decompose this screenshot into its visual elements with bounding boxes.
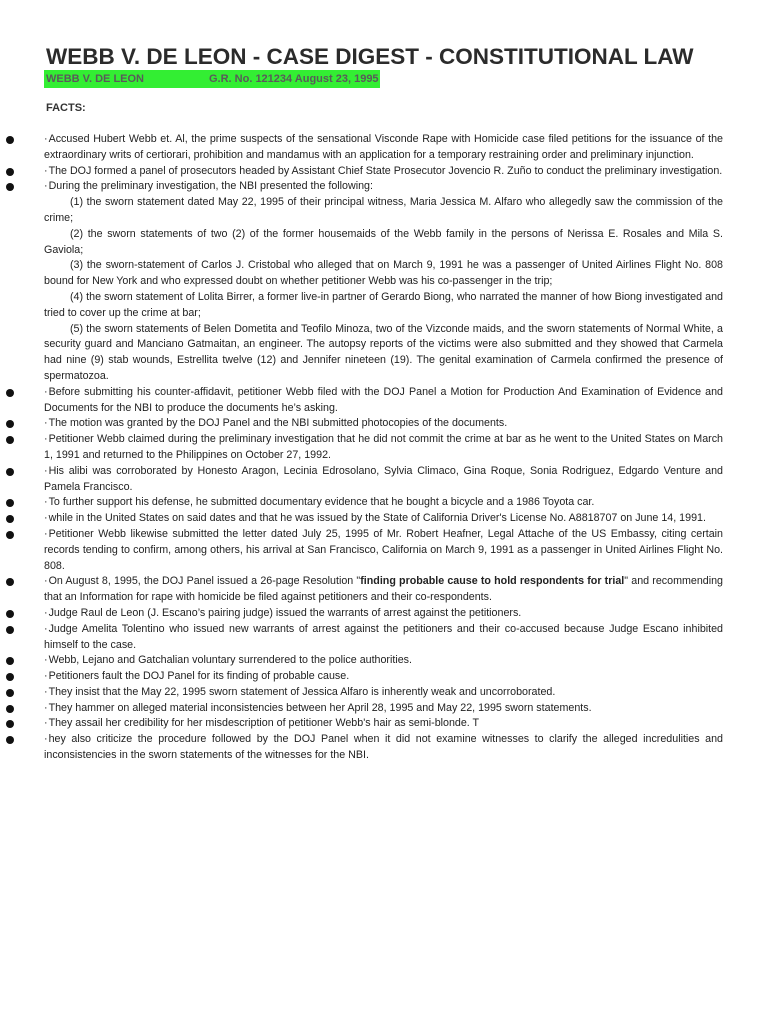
list-item <box>6 464 723 496</box>
list-item-text: · Judge Amelita Tolentino who issued new warrants of arrest against the petitioners and their co-accused because Judge Escano inhibited himself to the case. <box>44 623 723 651</box>
bullet-icon <box>6 673 14 681</box>
list-item-text: · hey also criticize the procedure followed by the DOJ Panel when it did not examine witnesses to clarify the alleged incredulities and inconsistencies in the sworn statements of the witnesses for the NBI. <box>44 733 723 761</box>
list-item-text: · Petitioner Webb likewise submitted the letter dated July 25, 1995 of Mr. Robert Heafner, Legal Attache of the US Embassy, citing certain records tending to confirm, among others, his arrival at San Francisco, California on March 9, 1991 as a passenger in United Airlines Flight No. 808. <box>44 528 723 572</box>
bullet-icon <box>6 657 14 665</box>
bullet-icon <box>6 183 14 191</box>
list-item-text: · The motion was granted by the DOJ Panel and the NBI submitted photocopies of the documents. <box>44 417 507 429</box>
case-name: WEBB V. DE LEON <box>46 73 144 85</box>
bullet-icon <box>6 610 14 618</box>
bullet-icon <box>6 136 14 144</box>
sub-list-item <box>6 227 723 259</box>
list-item <box>6 685 723 701</box>
bullet-icon <box>6 515 14 523</box>
list-item <box>6 732 723 764</box>
list-item-text <box>44 575 723 603</box>
list-item <box>6 653 723 669</box>
bullet-icon <box>6 389 14 397</box>
list-item <box>6 132 723 164</box>
list-item <box>6 701 723 717</box>
list-item <box>6 495 723 511</box>
list-item <box>6 606 723 622</box>
list-item <box>6 385 723 417</box>
bullet-icon <box>6 689 14 697</box>
sub-list-item-text: (5) the sworn statements of Belen Dometita and Teofilo Minoza, two of the Vizconde maids, and the sworn statements of Normal White, a security guard and Manciano Gatmaitan, an engineer. The autopsy reports of the victims were also submitted and they showed that Carmela had nine (9) stab wounds, Estrellita twelve (12) and Jennifer nineteen (19). The genital examination of Carmela confirmed the presence of spermatozoa. <box>44 322 723 382</box>
gr-number: G.R. No. 121234 August 23, 1995 <box>209 73 379 85</box>
facts-heading: FACTS: <box>46 102 86 114</box>
bullet-icon <box>6 168 14 176</box>
sub-list-item-text: (1) the sworn statement dated May 22, 1995 of their principal witness, Maria Jessica M. Alfaro who allegedly saw the commission of the crime; <box>44 196 723 224</box>
list-item-text: · They insist that the May 22, 1995 sworn statement of Jessica Alfaro is inherently weak and uncorroborated. <box>44 686 555 698</box>
resolution-text-after: " and recommending that an Information for rape with homicide be filed against petitioners and their co-respondents. <box>44 575 723 604</box>
sub-list-item-text: (3) the sworn-statement of Carlos J. Cristobal who alleged that on March 9, 1991 he was a passenger of United Airlines Flight No. 808 bound for New York and who expressed doubt on whether petitioner Webb was his co-passenger in the trip; <box>44 259 723 288</box>
list-item <box>6 527 723 574</box>
list-item-text: · Accused Hubert Webb et. Al, the prime suspects of the sensational Visconde Rape with Homicide case filed petitions for the issuance of the extraordinary writs of certiorari, prohibition and mandamus with an application for a temporary restraining order and preliminary injunction. <box>44 133 723 161</box>
list-item <box>6 716 723 732</box>
bullet-icon <box>6 436 14 444</box>
sub-list-item-text: (4) the sworn statement of Lolita Birrer, a former live-in partner of Gerardo Biong, who narrated the manner of how Biong investigated and tried to cover up the crime at bar; <box>44 290 723 319</box>
resolution-bold-phrase: finding probable cause to hold respondents for trial <box>360 575 625 588</box>
list-item-text: · They hammer on alleged material inconsistencies between her April 28, 1995 and May 22, 1995 sworn statements. <box>44 702 592 714</box>
list-item <box>6 669 723 685</box>
list-item-text: · Petitioner Webb claimed during the preliminary investigation that he did not commit the crime at bar as he went to the United States on March 1, 1991 and returned to the Philippines on October 27, 1992. <box>44 433 723 461</box>
bullet-icon <box>6 705 14 713</box>
list-item-text: · Petitioners fault the DOJ Panel for its finding of probable cause. <box>44 670 349 682</box>
bullet-icon <box>6 578 14 586</box>
list-item-text: · The DOJ formed a panel of prosecutors headed by Assistant Chief State Prosecutor Jovencio R. Zuño to conduct the preliminary investigation. <box>44 165 722 177</box>
bullet-icon <box>6 468 14 476</box>
list-item <box>6 416 723 432</box>
list-item <box>6 432 723 464</box>
list-item-text: · His alibi was corroborated by Honesto Aragon, Lecinia Edrosolano, Sylvia Climaco, Gina Roque, Sonia Rodriguez, Edgardo Venture and Pamela Francisco. <box>44 465 723 493</box>
sub-list-item <box>6 290 723 322</box>
list-item-text: · Judge Raul de Leon (J. Escano’s pairing judge) issued the warrants of arrest against the petitioners. <box>44 607 521 619</box>
list-item <box>6 622 723 654</box>
bullet-icon <box>6 736 14 744</box>
bullet-icon <box>6 626 14 634</box>
list-item-text: · Before submitting his counter-affidavit, petitioner Webb filed with the DOJ Panel a Motion for Production And Examination of Evidence and Documents for the NBI to produce the documents he’s asking. <box>44 386 723 414</box>
document-title: WEBB V. DE LEON - CASE DIGEST - CONSTITUTIONAL LAW <box>46 44 694 69</box>
list-item <box>6 511 723 527</box>
sub-list-item <box>6 195 723 227</box>
list-item <box>6 179 723 195</box>
list-item-text: · They assail her credibility for her misdescription of petitioner Webb's hair as semi-blonde. T <box>44 717 479 729</box>
sub-list-item <box>6 322 723 385</box>
sub-list-item-text: (2) the sworn statements of two (2) of the former housemaids of the Webb family in the persons of Nerissa E. Rosales and Mila S. Gaviola; <box>44 227 723 256</box>
bullet-icon <box>6 420 14 428</box>
sub-list-item <box>6 258 723 290</box>
bullet-icon <box>6 720 14 728</box>
list-item-text: · while in the United States on said dates and that he was issued by the State of California Driver's License No. A8818707 on June 14, 1991. <box>44 512 706 524</box>
bullet-icon <box>6 531 14 539</box>
list-item-resolution <box>6 574 723 606</box>
list-item <box>6 164 723 180</box>
list-item-text: · To further support his defense, he submitted documentary evidence that he bought a bicycle and a 1986 Toyota car. <box>44 496 594 508</box>
list-item-text: · During the preliminary investigation, the NBI presented the following: <box>44 180 373 192</box>
case-citation-highlight <box>44 70 380 88</box>
resolution-text-before: On August 8, 1995, the DOJ Panel issued a 26-page Resolution " <box>48 575 361 588</box>
facts-list <box>6 132 723 764</box>
bullet-icon <box>6 499 14 507</box>
list-item-text: · Webb, Lejano and Gatchalian voluntary surrendered to the police authorities. <box>44 654 412 666</box>
